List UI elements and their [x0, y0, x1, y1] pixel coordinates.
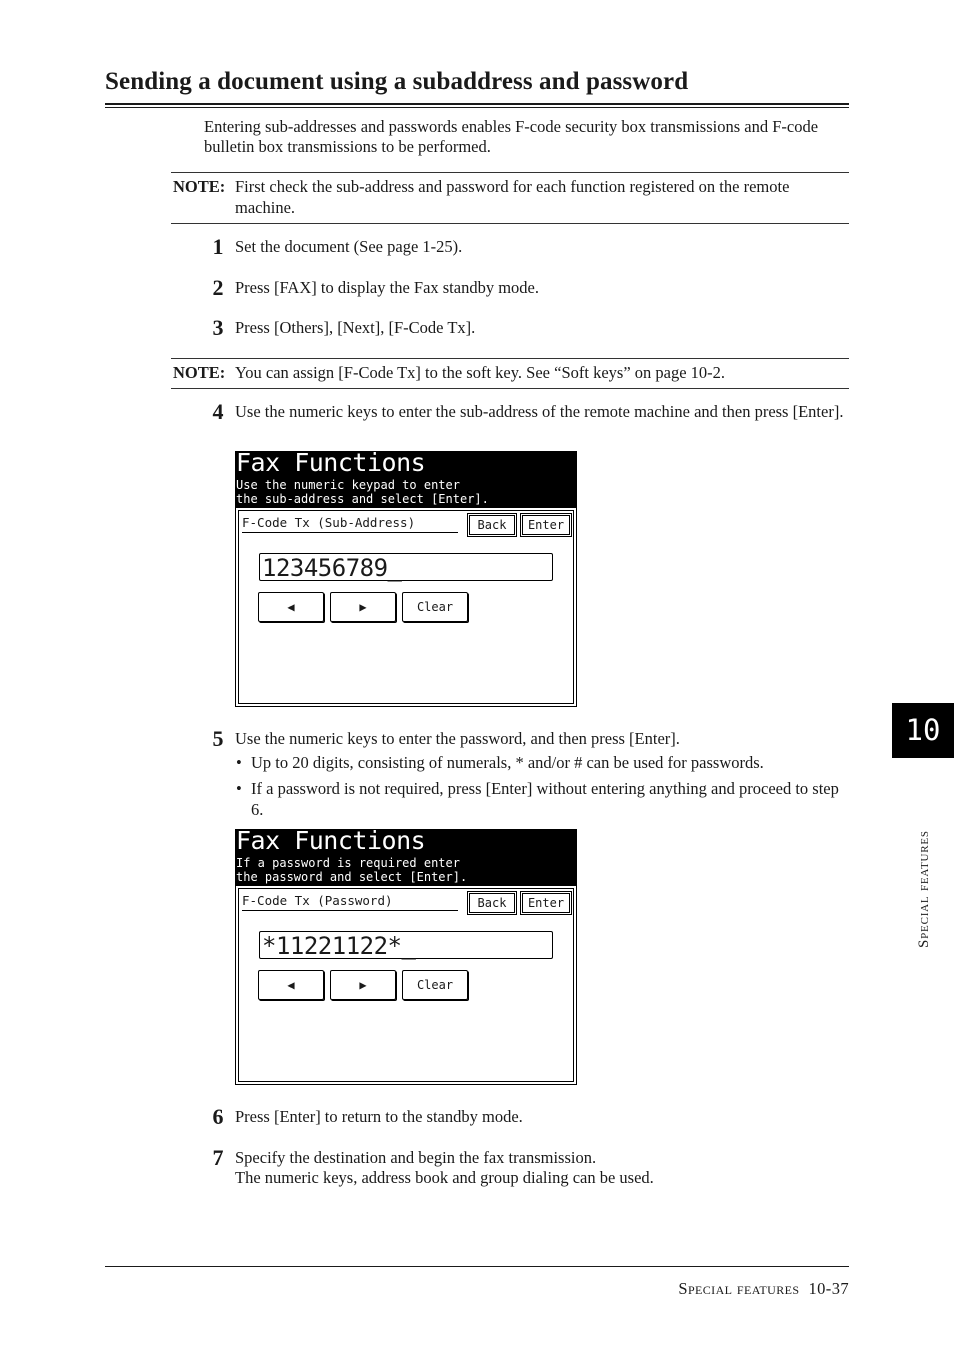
note-label: NOTE: [173, 363, 226, 382]
note-box [171, 172, 849, 224]
step-text: Specify the destination and begin the fax transmission. [235, 1148, 597, 1167]
back-button[interactable]: Back [467, 513, 517, 537]
title-rule-thin [105, 107, 849, 108]
lcd-field-label: F-Code Tx (Password) [242, 893, 458, 911]
lcd-message-line: If a password is required enter [236, 856, 460, 870]
lcd-body-frame [238, 510, 574, 704]
step-text: Use the numeric keys to enter the sub-address of the remote machine and then press [Enter]. [235, 402, 844, 421]
lcd-title: Fax Functions [236, 826, 426, 855]
left-arrow-icon: ◀ [287, 600, 295, 614]
note-text: You can assign [F-Code Tx] to the soft key. See “Soft keys” on page 10-2. [235, 363, 726, 382]
footer-rule [105, 1266, 849, 1267]
left-arrow-icon: ◀ [287, 978, 295, 992]
note-text: First check the sub-address and password for each function registered on the remote machine. [235, 177, 790, 217]
bullet-dot: • [236, 753, 242, 772]
enter-button[interactable]: Enter [520, 513, 572, 537]
step-number: 6 [212, 1104, 224, 1129]
left-arrow-button[interactable] [258, 592, 324, 622]
step-text: Use the numeric keys to enter the password, and then press [Enter]. [235, 729, 680, 748]
chapter-side-label: Special features [916, 830, 932, 948]
right-arrow-button[interactable] [330, 970, 396, 1000]
step-number: 1 [212, 234, 224, 259]
page-title: Sending a document using a subaddress and password [105, 68, 689, 95]
note-label: NOTE: [173, 177, 226, 196]
lcd-header [235, 448, 577, 507]
password-input[interactable]: *11221122*_ [259, 931, 553, 959]
step-text-continued: The numeric keys, address book and group dialing can be used. [235, 1168, 654, 1187]
chapter-tab: 10 [892, 703, 954, 758]
step-number: 4 [212, 399, 224, 424]
step-number: 7 [212, 1145, 224, 1170]
lcd-message-line: the sub-address and select [Enter]. [236, 492, 489, 506]
lcd-screen-subaddress [235, 448, 577, 707]
lcd-body [235, 507, 577, 707]
footer-section: Special features [678, 1279, 800, 1298]
bullet-dot: • [236, 779, 242, 798]
step-text: Set the document (See page 1-25). [235, 237, 463, 256]
step-number: 5 [212, 726, 224, 751]
lcd-screen-password [235, 826, 577, 1085]
clear-button[interactable]: Clear [402, 592, 468, 622]
right-arrow-icon: ▶ [359, 978, 367, 992]
left-arrow-button[interactable] [258, 970, 324, 1000]
right-arrow-button[interactable] [330, 592, 396, 622]
lcd-header [235, 826, 577, 885]
note-box [171, 358, 849, 389]
page-number: 10-37 [808, 1279, 849, 1298]
clear-button[interactable]: Clear [402, 970, 468, 1000]
step-text: Press [FAX] to display the Fax standby mode. [235, 278, 540, 297]
lcd-body [235, 885, 577, 1085]
bullet-text: If a password is not required, press [Enter] without entering anything and proceed to step 6. [251, 779, 839, 819]
intro-paragraph: Entering sub-addresses and passwords enables F-code security box transmissions and F-code bulletin box transmissions to be performed. [204, 117, 819, 156]
subaddress-input[interactable]: 123456789_ [259, 553, 553, 581]
back-button[interactable]: Back [467, 891, 517, 915]
lcd-title: Fax Functions [236, 448, 426, 477]
step-number: 3 [212, 315, 224, 340]
right-arrow-icon: ▶ [359, 600, 367, 614]
lcd-body-frame [238, 888, 574, 1082]
lcd-message-line: the password and select [Enter]. [236, 870, 468, 884]
enter-button[interactable]: Enter [520, 891, 572, 915]
step-text: Press [Enter] to return to the standby mode. [235, 1107, 523, 1126]
step-number: 2 [212, 275, 224, 300]
lcd-field-label: F-Code Tx (Sub-Address) [242, 515, 458, 533]
title-rule [105, 103, 849, 105]
page-footer [678, 1279, 849, 1299]
lcd-message-line: Use the numeric keypad to enter [236, 478, 460, 492]
step-text: Press [Others], [Next], [F-Code Tx]. [235, 318, 476, 337]
bullet-text: Up to 20 digits, consisting of numerals, * and/or # can be used for passwords. [251, 753, 764, 772]
